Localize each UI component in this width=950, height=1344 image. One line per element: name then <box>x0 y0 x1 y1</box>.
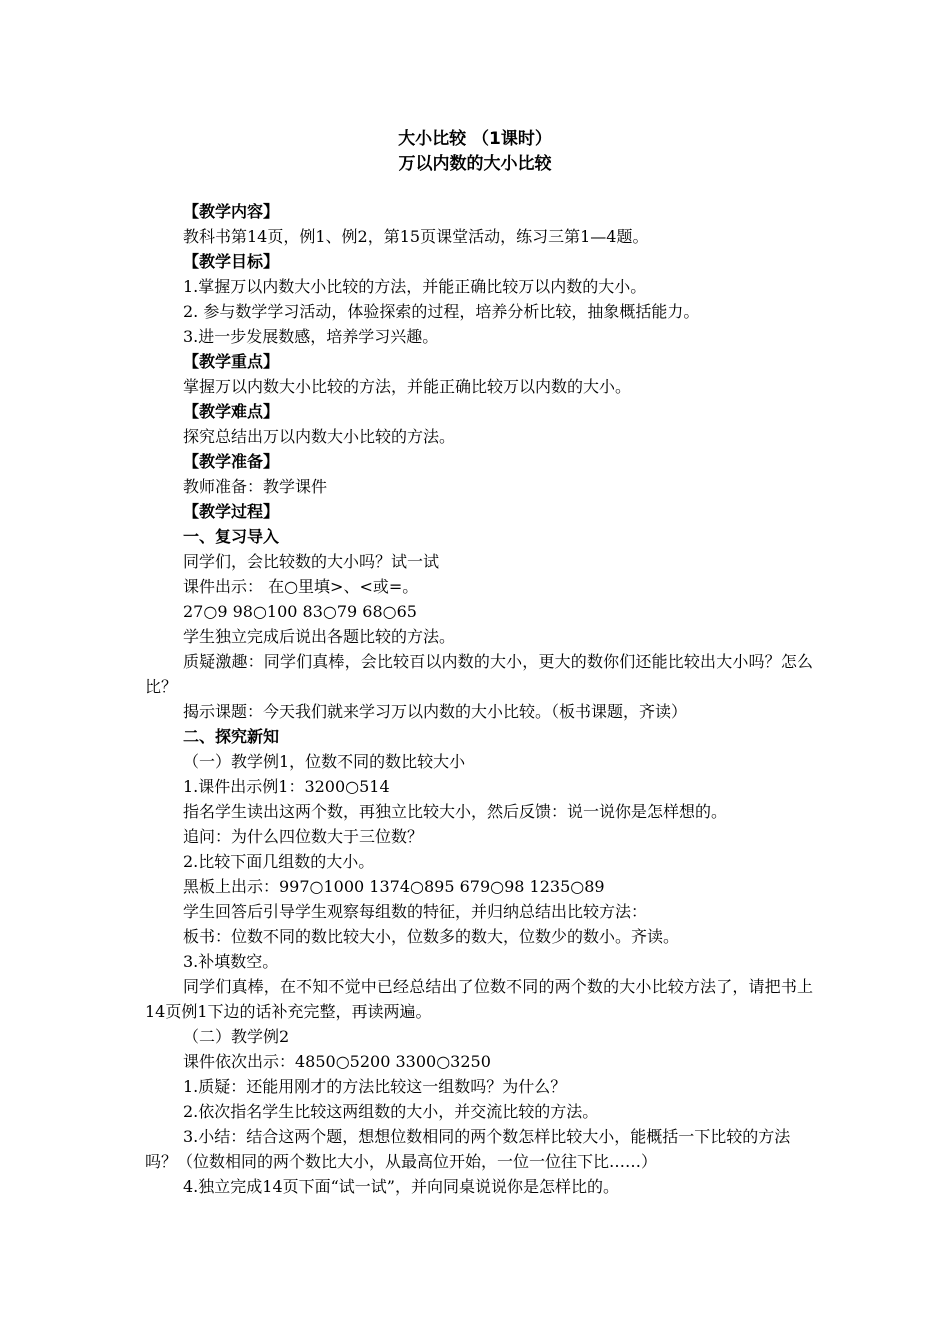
section-heading: 【教学目标】 <box>183 252 280 271</box>
paragraph-line: 2. 参与数学学习活动，体验探索的过程，培养分析比较，抽象概括能力。 <box>183 302 700 321</box>
paragraph-line: 学生回答后引导学生观察每组数的特征，并归纳总结出比较方法： <box>183 902 648 921</box>
paragraph-line: 课件依次出示：4850○5200 3300○3250 <box>183 1052 491 1071</box>
paragraph-line: 1.课件出示例1：3200○514 <box>183 777 390 796</box>
paragraph-line: 3.进一步发展数感，培养学习兴趣。 <box>183 327 439 346</box>
section-heading: 【教学内容】 <box>183 202 280 221</box>
section-heading: 二、探究新知 <box>183 727 280 746</box>
paragraph-line: 教科书第14页，例1、例2，第15页课堂活动，练习三第1—4题。 <box>183 227 649 246</box>
paragraph-line: 板书：位数不同的数比较大小，位数多的数大，位数少的数小。齐读。 <box>183 927 680 946</box>
section-heading: 【教学难点】 <box>183 402 280 421</box>
paragraph-line: 1.掌握万以内数大小比较的方法，并能正确比较万以内数的大小。 <box>183 277 647 296</box>
paragraph-line: 4.独立完成14页下面“试一试”，并向同桌说说你是怎样比的。 <box>183 1177 619 1196</box>
section-heading: 【教学过程】 <box>183 502 280 521</box>
document-subtitle: 万以内数的大小比较 <box>398 154 552 174</box>
paragraph-line: 3.补填数空。 <box>183 952 279 971</box>
section-heading: 【教学重点】 <box>183 352 280 371</box>
document-title: 大小比较 （1课时） <box>398 129 552 149</box>
paragraph-line: （二）教学例2 <box>183 1027 290 1046</box>
paragraph-line: 追问：为什么四位数大于三位数？ <box>183 827 424 846</box>
section-heading: 【教学准备】 <box>183 452 280 471</box>
paragraph-line: 同学们真棒，在不知不觉中已经总结出了位数不同的两个数的大小比较方法了，请把书上14页例1下边的话补充完整，再读两遍。 <box>145 977 813 1021</box>
paragraph-line: 2.依次指名学生比较这两组数的大小，并交流比较的方法。 <box>183 1102 599 1121</box>
paragraph-line: 揭示课题：今天我们就来学习万以内数的大小比较。（板书课题，齐读） <box>183 702 688 721</box>
paragraph-line: 学生独立完成后说出各题比较的方法。 <box>183 627 456 646</box>
paragraph-line: 指名学生读出这两个数，再独立比较大小，然后反馈：说一说你是怎样想的。 <box>183 802 728 821</box>
section-heading: 一、复习导入 <box>183 527 280 546</box>
document-body <box>145 199 813 1199</box>
paragraph-line: 质疑激趣：同学们真棒，会比较百以内数的大小，更大的数你们还能比较出大小吗？怎么比？ <box>145 652 813 696</box>
paragraph-line: 2.比较下面几组数的大小。 <box>183 852 375 871</box>
paragraph-line: 掌握万以内数大小比较的方法，并能正确比较万以内数的大小。 <box>183 377 632 396</box>
paragraph-line: （一）教学例1，位数不同的数比较大小 <box>183 752 466 771</box>
paragraph-line: 1.质疑：还能用刚才的方法比较这一组数吗？为什么？ <box>183 1077 567 1096</box>
paragraph-line: 3.小结：结合这两个题，想想位数相同的两个数怎样比较大小，能概括一下比较的方法吗？（位数相同的两个数比大小，从最高位开始，一位一位往下比……） <box>145 1127 791 1171</box>
paragraph-line: 教师准备：教学课件 <box>183 477 328 496</box>
paragraph-line: 黑板上出示：997○1000 1374○895 679○98 1235○89 <box>183 877 605 896</box>
paragraph-line: 27○9 98○100 83○79 68○65 <box>183 602 417 621</box>
paragraph-line: 课件出示： 在○里填>、<或=。 <box>183 577 419 596</box>
paragraph-line: 同学们，会比较数的大小吗？试一试 <box>183 552 440 571</box>
paragraph-line: 探究总结出万以内数大小比较的方法。 <box>183 427 456 446</box>
